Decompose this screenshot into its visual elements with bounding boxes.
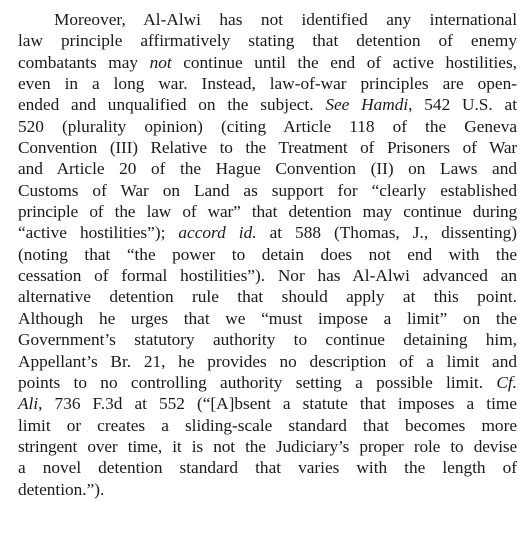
text-line: and Article 20 of the Hague Convention (II) on Laws and <box>18 159 517 179</box>
text-line: (noting that “the power to detain does not end with the <box>18 244 517 264</box>
text-line: Government’s statutory authority to continue detaining him, <box>18 330 517 350</box>
citation-signal: Cf. <box>496 372 517 392</box>
text-line: a novel detention standard that varies with the length of <box>18 458 517 478</box>
text-line: limit or creates a sliding-scale standard that becomes more <box>18 415 517 435</box>
text-line: Moreover, Al-Alwi has not identified any international <box>54 10 517 29</box>
opinion-paragraph <box>18 9 517 500</box>
text-line: detention.”). <box>18 479 105 499</box>
text-line: points to no controlling authority setting a possible limit. Cf. <box>18 372 517 392</box>
text-line: ended and unqualified on the subject. See Hamdi, 542 U.S. at <box>18 95 517 115</box>
text-line: principle of the law of war” that detention may continue during <box>18 202 517 222</box>
text-line: Ali, 736 F.3d at 552 (“[A]bsent a statute that imposes a time <box>18 394 517 414</box>
text-line: law principle affirmatively stating that detention of enemy <box>18 31 517 51</box>
text-line: Appellant’s Br. 21, he provides no description of a limit and <box>18 351 517 371</box>
text-line: Customs of War on Land as support for “clearly established <box>18 180 517 200</box>
citation-signal: accord id. <box>178 223 257 243</box>
text-line: cessation of formal hostilities”). Nor has Al-Alwi advanced an <box>18 266 517 286</box>
text-line: Convention (III) Relative to the Treatment of Prisoners of War <box>18 138 517 158</box>
case-name: Ali <box>18 394 39 414</box>
text-line: “active hostilities”); accord id. at 588 (Thomas, J., dissenting) <box>18 223 517 243</box>
text-line: alternative detention rule that should apply at this point. <box>18 287 517 307</box>
emphasis-text: not <box>149 52 172 72</box>
text-line: Although he urges that we “must impose a limit” on the <box>18 308 517 328</box>
text-line: combatants may not continue until the end of active hostilities, <box>18 52 517 72</box>
text-line: even in a long war. Instead, law-of-war principles are open- <box>18 74 517 94</box>
citation-signal: See Hamdi <box>325 95 409 115</box>
text-line: stringent over time, it is not the Judiciary’s proper role to devise <box>18 436 517 456</box>
text-line: 520 (plurality opinion) (citing Article 118 of the Geneva <box>18 116 517 136</box>
